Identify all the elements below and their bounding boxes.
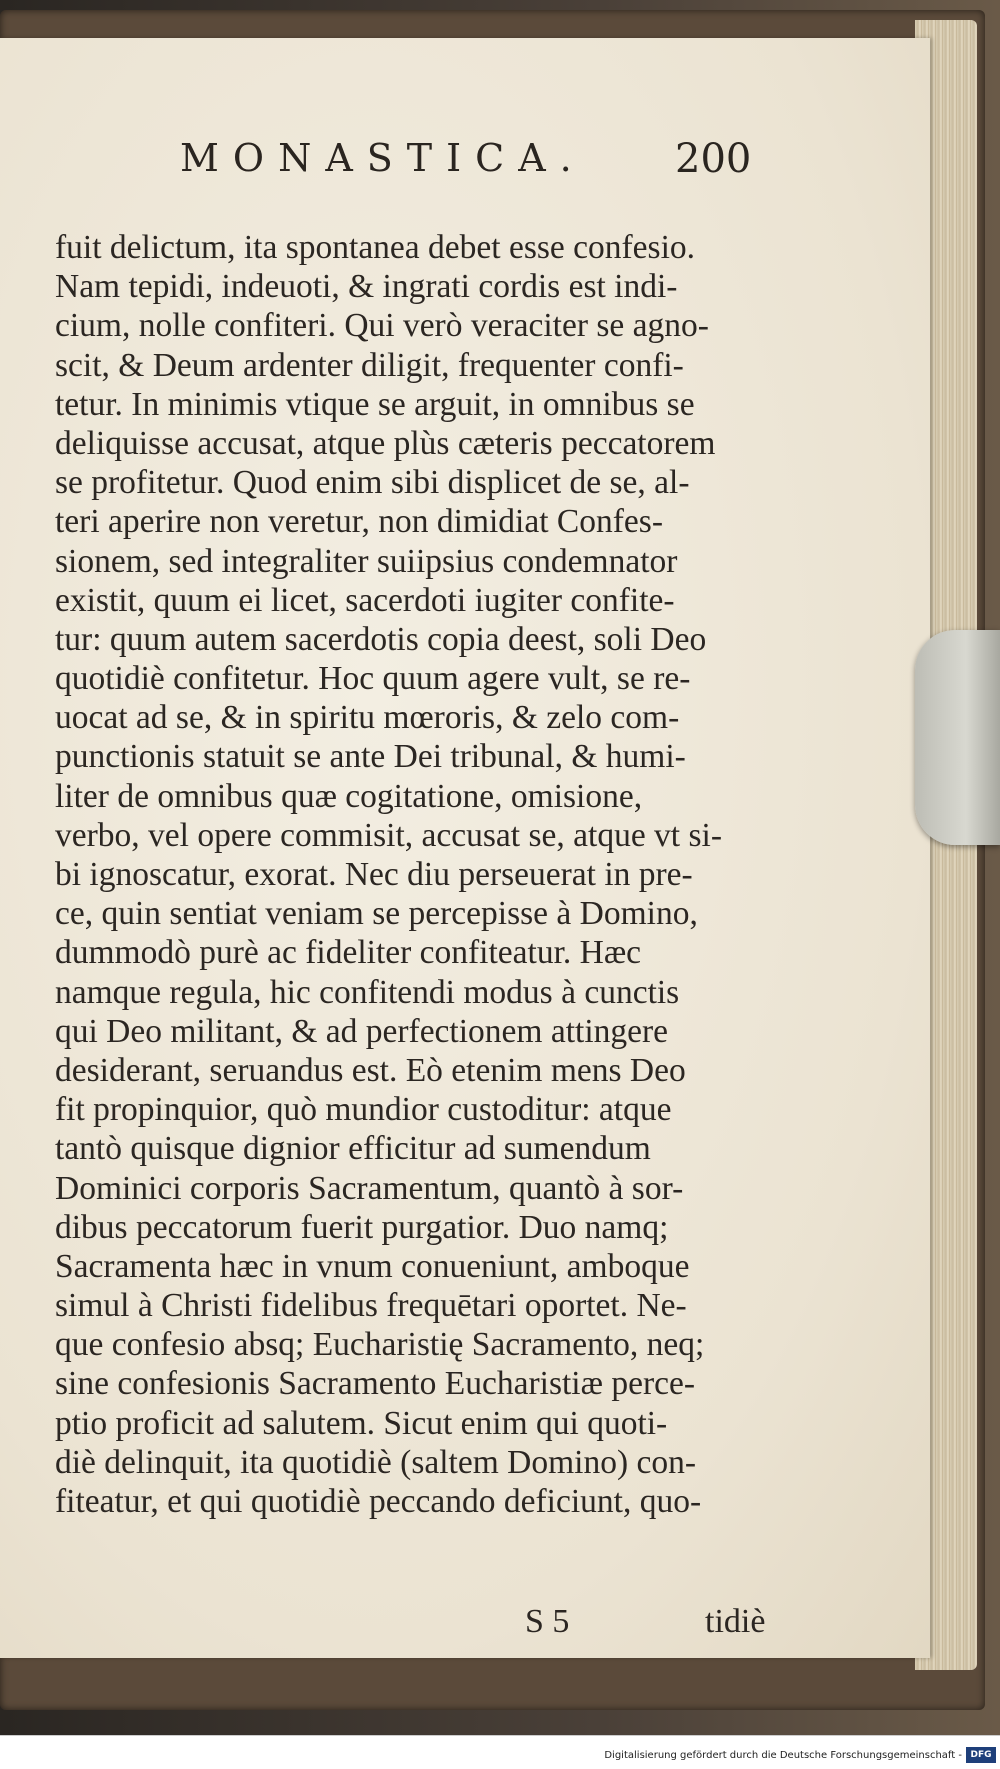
text-line: liter de omnibus quæ cogitatione, omisione, [55, 777, 643, 815]
text-line: deliquisse accusat, atque plùs cæteris peccatorem [55, 424, 716, 462]
page-footer [55, 1603, 785, 1653]
text-line: dibus peccatorum fuerit purgatior. Duo namq; [55, 1208, 669, 1246]
text-line: bi ignoscatur, exorat. Nec diu perseuerat in pre- [55, 856, 693, 893]
text-line: Nam tepidi, indeuoti, & ingrati cordis est indi- [55, 268, 678, 306]
text-line: desiderant, seruandus est. Eò etenim mens Deo [55, 1051, 686, 1089]
text-line: dummodò purè ac fideliter confiteatur. Hæc [55, 934, 642, 972]
text-line: tur: quum autem sacerdotis copia deest, soli Deo [55, 620, 707, 658]
text-line: ce, quin sentiat veniam se percepisse à Domino, [55, 895, 698, 933]
text-line: Dominici corporis Sacramentum, quantò à sor- [55, 1169, 684, 1207]
text-line: tetur. In minimis vtique se arguit, in omnibus se [55, 385, 695, 423]
bookmark-tab [915, 630, 1000, 845]
text-line: simul à Christi fidelibus frequētari oportet. Ne- [55, 1287, 687, 1325]
text-line: sine confesionis Sacramento Eucharistiæ perce- [55, 1365, 696, 1403]
running-title: MONASTICA. [180, 136, 586, 180]
text-line: se profitetur. Quod enim sibi displicet de se, al- [55, 464, 690, 502]
signature-mark: S 5 [525, 1603, 570, 1640]
text-line: fit propinquior, quò mundior custoditur: atque [55, 1091, 672, 1129]
text-line: fiteatur, et qui quotidiè peccando deficiunt, quo- [55, 1483, 702, 1520]
text-line: scit, & Deum ardenter diligit, frequenter confi- [55, 346, 684, 384]
text-line: ptio proficit ad salutem. Sicut enim qui quoti- [55, 1404, 668, 1442]
text-line: namque regula, hic confitendi modus à cunctis [55, 973, 680, 1011]
page-header [180, 136, 780, 196]
text-line: Sacramenta hæc in vnum conueniunt, amboque [55, 1247, 690, 1285]
credit-strip [0, 1735, 1000, 1769]
text-line: diè delinquit, ita quotidiè (saltem Domino) con- [55, 1443, 697, 1481]
text-line: existit, quum ei licet, sacerdoti iugiter confite- [55, 581, 675, 619]
page-number: 200 [675, 136, 752, 182]
text-line: verbo, vel opere commisit, accusat se, atque vt si- [55, 816, 722, 854]
text-line: cium, nolle confiteri. Qui verò veraciter se agno- [55, 307, 709, 345]
text-line: punctionis statuit se ante Dei tribunal, & humi- [55, 738, 686, 776]
text-line: tantò quisque dignior efficitur ad sumendum [55, 1130, 651, 1168]
text-line: quotidiè confitetur. Hoc quum agere vult, se re- [55, 660, 691, 698]
dfg-logo: DFG [966, 1747, 996, 1763]
text-line: sionem, sed integraliter suiipsius condemnator [55, 542, 678, 580]
text-line: que confesio absq; Eucharistię Sacramento, neq; [55, 1326, 705, 1364]
body-text [55, 228, 780, 1521]
text-line: uocat ad se, & in spiritu mœroris, & zelo com- [55, 699, 680, 737]
text-line: qui Deo militant, & ad perfectionem attingere [55, 1012, 669, 1050]
text-line: fuit delictum, ita spontanea debet esse confesio. [55, 229, 696, 266]
book-page [0, 38, 930, 1658]
catchword: tidiè [705, 1603, 766, 1640]
credit-text: Digitalisierung gefördert durch die Deutsche Forschungsgemeinschaft - [604, 1750, 962, 1761]
text-line: teri aperire non veretur, non dimidiat Confes- [55, 503, 663, 541]
